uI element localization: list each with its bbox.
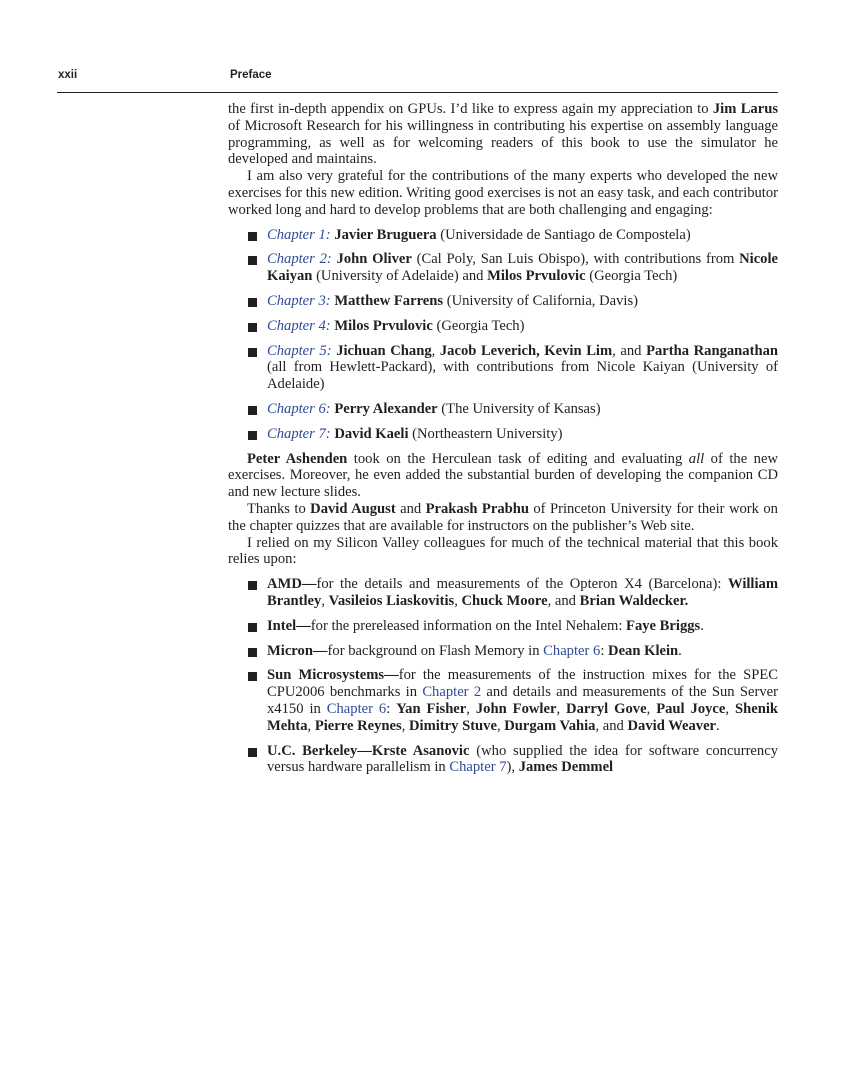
industry-contributors-list — [228, 576, 778, 776]
chapter-7-link[interactable]: Chapter 7: — [267, 425, 331, 442]
bullet-square-icon — [248, 298, 257, 307]
chapter-6-link[interactable]: Chapter 6 — [543, 642, 601, 659]
list-item: Chapter 2: John Oliver (Cal Poly, San Luis Obispo), with contributions from Nicole Kaiyan (University of Adelaide) and Milos Prvulovic (Georgia Tech) — [228, 251, 778, 285]
bullet-square-icon — [248, 623, 257, 632]
list-item: Chapter 5: Jichuan Chang, Jacob Leverich, Kevin Lim, and Partha Ranganathan (all from Hewlett-Packard), with contributions from Nicole Kaiyan (University of Adelaide) — [228, 343, 778, 393]
name-jim-larus: Jim Larus — [712, 101, 778, 117]
paragraph-quizzes: Thanks to David August and Prakash Prabhu of Princeton University for their work on the chapter quizzes that are available for instructors on the publisher’s Web site. — [228, 500, 778, 534]
bullet-square-icon — [248, 672, 257, 681]
bullet-square-icon — [248, 406, 257, 415]
chapter-5-link[interactable]: Chapter 5: — [267, 342, 332, 359]
bullet-square-icon — [248, 232, 257, 241]
chapter-6-link[interactable]: Chapter 6: — [267, 400, 331, 417]
list-item: Chapter 4: Milos Prvulovic (Georgia Tech) — [228, 318, 778, 335]
page-number: xxii — [58, 69, 78, 81]
page-body — [228, 101, 778, 784]
chapter-2-link[interactable]: Chapter 2: — [267, 251, 332, 268]
list-item-intel: Intel—for the prereleased information on the Intel Nehalem: Faye Briggs. — [228, 618, 778, 635]
list-item-sun: Sun Microsystems—for the measurements of the instruction mixes for the SPEC CPU2006 benchmarks in Chapter 2 and details and measurements of the Sun Server x4150 in Chapter 6: Yan Fisher, John Fowler, Darryl Gove, Paul Joyce, Shenik Mehta, Pierre Reynes, Dimitry Stuve, Durgam Vahia, and David Weaver. — [228, 667, 778, 734]
bullet-square-icon — [248, 256, 257, 265]
list-item: Chapter 3: Matthew Farrens (University of California, Davis) — [228, 293, 778, 310]
running-head: Preface — [230, 69, 272, 81]
paragraph-exercises-intro: I am also very grateful for the contributions of the many experts who developed the new exercises for this new edition. Writing good exercises is not an easy task, and each contributor worked long and hard to develop problems that are both challenging and engaging: — [228, 168, 778, 218]
list-item-micron: Micron—for background on Flash Memory in Chapter 6: Dean Klein. — [228, 643, 778, 660]
list-item: Chapter 7: David Kaeli (Northeastern University) — [228, 426, 778, 443]
list-item: Chapter 6: Perry Alexander (The University of Kansas) — [228, 401, 778, 418]
chapter-7-link[interactable]: Chapter 7 — [449, 759, 507, 776]
paragraph-gpu-appendix: the first in-depth appendix on GPUs. I’d like to express again my appreciation to Jim Larus of Microsoft Research for his willingness in contributing his expertise on assembly language programming, as well as for welcoming readers of this book to use the simulator he developed and maintains. — [228, 101, 778, 168]
chapter-1-link[interactable]: Chapter 1: — [267, 226, 331, 243]
bullet-square-icon — [248, 323, 257, 332]
list-item: Chapter 1: Javier Bruguera (Universidade de Santiago de Compostela) — [228, 227, 778, 244]
list-item-ucb: U.C. Berkeley—Krste Asanovic (who supplied the idea for software concurrency versus hardware parallelism in Chapter 7), James Demmel — [228, 743, 778, 777]
page-header — [57, 66, 778, 93]
paragraph-silicon-valley: I relied on my Silicon Valley colleagues for much of the technical material that this book relies upon: — [228, 534, 778, 568]
exercise-contributors-list — [228, 227, 778, 443]
bullet-square-icon — [248, 581, 257, 590]
bullet-square-icon — [248, 348, 257, 357]
bullet-square-icon — [248, 431, 257, 440]
chapter-6-link[interactable]: Chapter 6 — [326, 700, 387, 717]
chapter-2-link[interactable]: Chapter 2 — [422, 684, 482, 701]
chapter-3-link[interactable]: Chapter 3: — [267, 292, 331, 309]
paragraph-ashenden: Peter Ashenden took on the Herculean task of editing and evaluating all of the new exercises. Moreover, he even added the substantial burden of developing the companion CD and new lecture slides. — [228, 450, 778, 501]
list-item-amd: AMD—for the details and measurements of the Opteron X4 (Barcelona): William Brantley, Vasileios Liaskovitis, Chuck Moore, and Brian Waldecker. — [228, 576, 778, 610]
chapter-4-link[interactable]: Chapter 4: — [267, 317, 331, 334]
bullet-square-icon — [248, 648, 257, 657]
bullet-square-icon — [248, 748, 257, 757]
